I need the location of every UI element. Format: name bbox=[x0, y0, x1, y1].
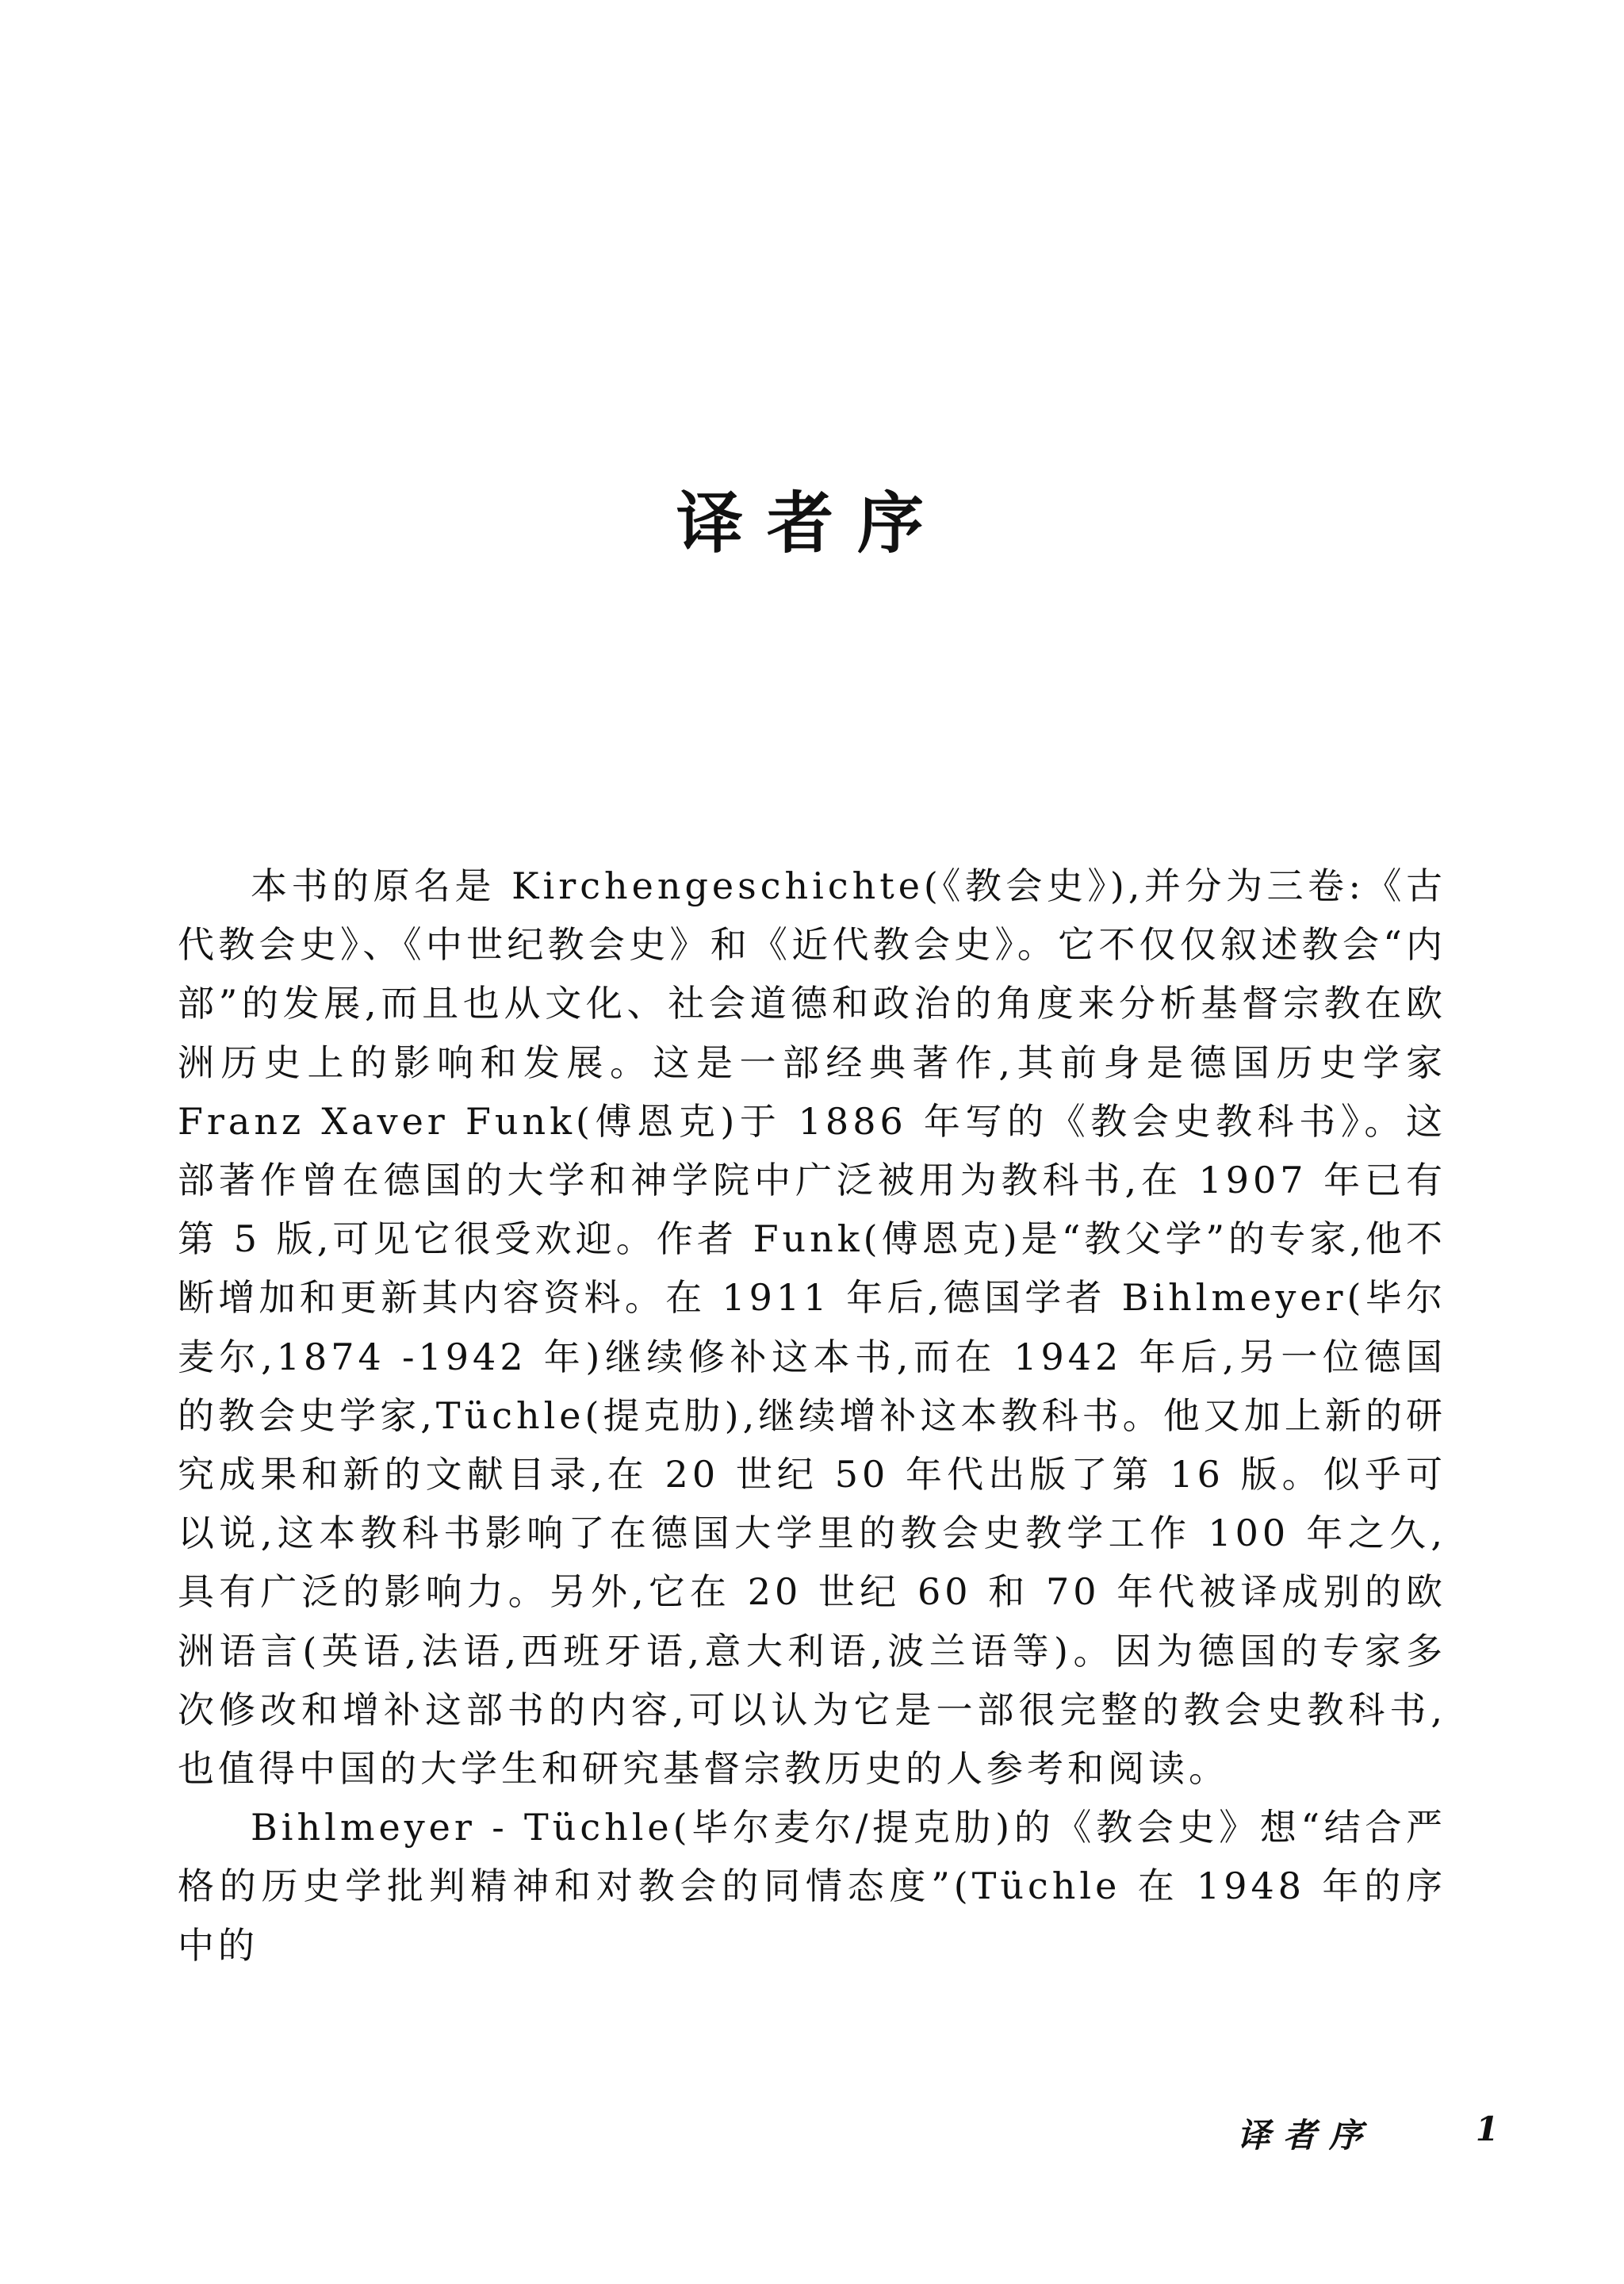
body-text bbox=[178, 856, 1446, 1975]
paragraph: Bihlmeyer - Tüchle(毕尔麦尔/提克肋)的《教会史》想“结合严格的历史学批判精神和对教会的同情态度”(Tüchle 在 1948 年的序中的 bbox=[178, 1806, 1446, 1967]
paragraph: 本书的原名是 Kirchengeschichte(《教会史》),并分为三卷:《古代教会史》、《中世纪教会史》和《近代教会史》。它不仅仅叙述教会“内部”的发展,而且也从文化、社会道德和政治的角度来分析基督宗教在欧洲历史上的影响和发展。这是一部经典著作,其前身是德国历史学家 Franz Xaver Funk(傅恩克)于 1886 年写的《教会史教科书》。这部著作曾在德国的大学和神学院中广泛被用为教科书,在 1907 年已有第 5 版,可见它很受欢迎。作者 Funk(傅恩克)是“教父学”的专家,他不断增加和更新其内容资料。在 1911 年后,德国学者 Bihlmeyer(毕尔麦尔,1874 -1942 年)继续修补这本书,而在 1942 年后,另一位德国的教会史学家,Tüchle(提克肋),继续增补这本教科书。他又加上新的研究成果和新的文献目录,在 20 世纪 50 年代出版了第 16 版。似乎可以说,这本教科书影响了在德国大学里的教会史教学工作 100 年之久,具有广泛的影响力。另外,它在 20 世纪 60 和 70 年代被译成别的欧洲语言(英语,法语,西班牙语,意大利语,波兰语等)。因为德国的专家多次修改和增补这部书的内容,可以认为它是一部很完整的教会史教科书,也值得中国的大学生和研究基督宗教历史的人参考和阅读。 bbox=[178, 864, 1446, 1791]
page-title: 译者序 bbox=[676, 484, 948, 562]
page-number: 1 bbox=[1475, 2110, 1499, 2148]
running-title: 译者序 bbox=[1237, 2116, 1376, 2155]
